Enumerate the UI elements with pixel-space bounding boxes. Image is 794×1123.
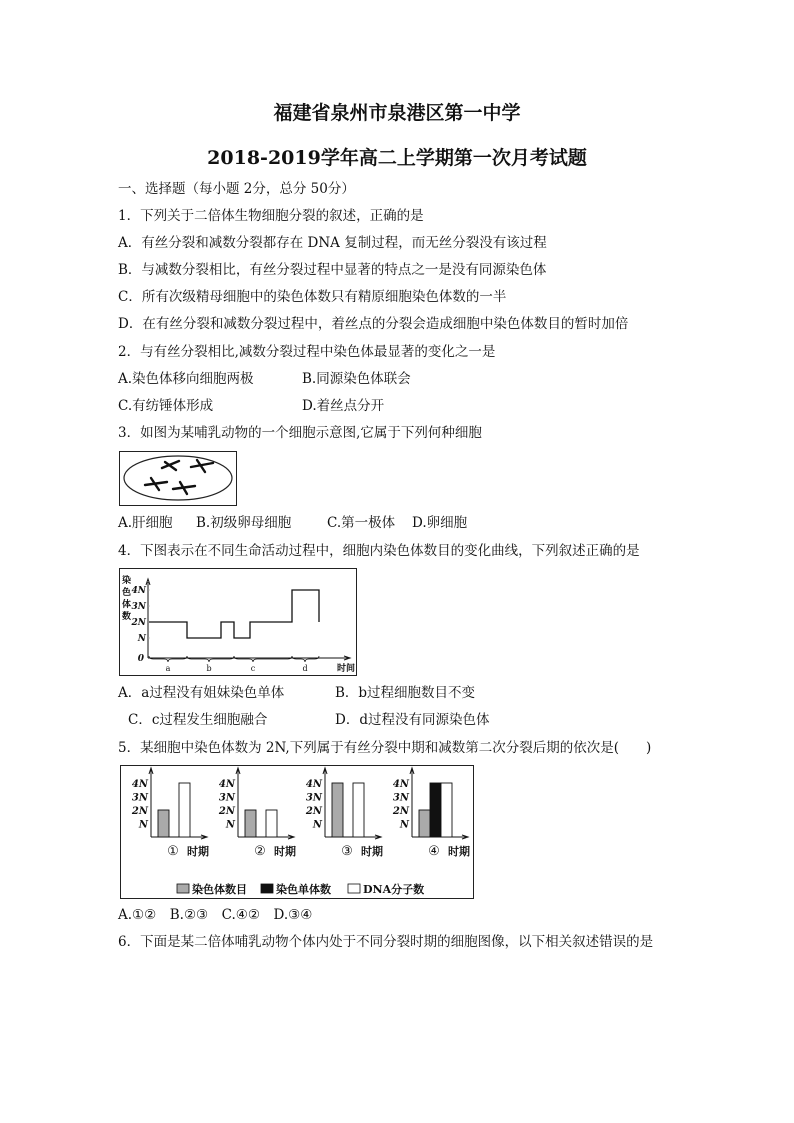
q4-option-d: D．d过程没有同源染色体 — [335, 712, 490, 728]
q2-option-d: D.着丝点分开 — [302, 398, 385, 414]
bar-chart-panel — [120, 765, 474, 899]
graph-ytick-0: 0 — [137, 654, 144, 664]
chart3-title: ③ — [341, 844, 353, 859]
graph-ylabel-2: 色 — [122, 588, 132, 598]
q1-option-d: D．在有丝分裂和减数分裂过程中，着丝点的分裂会造成细胞中染色体数目的暂时加倍 — [118, 316, 629, 332]
q2-option-a: A.染色体移向细胞两极 — [118, 371, 254, 387]
q1-stem: 1．下列关于二倍体生物细胞分裂的叙述，正确的是 — [118, 208, 424, 224]
chart3-bar-dna — [353, 783, 364, 837]
q3-option-c: C.第一极体 — [327, 515, 396, 531]
q1-option-a: A．有丝分裂和减数分裂都存在 DNA 复制过程，而无丝分裂没有该过程 — [118, 235, 547, 251]
graph-xlabel: 时间 — [337, 664, 356, 674]
graph-ytick-4n: 4N — [131, 586, 146, 596]
graph-segment-d: d — [302, 664, 308, 673]
chart1-bar-chromosome — [158, 810, 169, 837]
legend-dna: DNA分子数 — [363, 883, 425, 896]
chart3-ytick-n: N — [312, 819, 322, 831]
chart1-title: ① — [167, 844, 179, 859]
legend-chromosome: 染色体数目 — [192, 883, 247, 896]
graph-segment-b: b — [206, 664, 212, 673]
chart1-bar-dna — [179, 783, 190, 837]
chart4-ytick-n: N — [399, 819, 409, 831]
chart2-ytick-3n: 3N — [218, 792, 235, 804]
chart3-xlabel: 时期 — [361, 845, 383, 858]
legend-swatch-chromosome — [177, 884, 189, 893]
chart1-ytick-n: N — [138, 819, 148, 831]
q5-options: A.①② B.②③ C.④② D.③④ — [118, 907, 313, 923]
chart3-ytick-3n: 3N — [305, 792, 322, 804]
q3-stem: 3．如图为某哺乳动物的一个细胞示意图,它属于下列何种细胞 — [118, 425, 482, 441]
graph-ylabel-1: 染 — [122, 576, 132, 586]
q4-option-c: C．c过程发生细胞融合 — [128, 712, 268, 728]
q6-stem: 6．下面是某二倍体哺乳动物个体内处于不同分裂时期的细胞图像，以下相关叙述错误的是 — [118, 934, 654, 950]
chart2-ytick-2n: 2N — [218, 806, 235, 817]
chart2-bar-dna — [266, 810, 277, 837]
title-exam: 2018-2019学年高二上学期第一次月考试题 — [207, 147, 587, 169]
q2-stem: 2．与有丝分裂相比,减数分裂过程中染色体最显著的变化之一是 — [118, 344, 496, 360]
graph-segment-c: c — [250, 664, 256, 673]
q5-stem: 5．某细胞中染色体数为 2N,下列属于有丝分裂中期和减数第二次分裂后期的依次是( ) — [118, 740, 652, 756]
q2-option-b: B.同源染色体联会 — [302, 371, 411, 387]
chart2-ytick-4n: 4N — [218, 779, 235, 790]
chart4-bar-dna — [441, 783, 452, 837]
q1-option-b: B．与减数分裂相比，有丝分裂过程中显著的特点之一是没有同源染色体 — [118, 262, 547, 278]
section-heading: 一、选择题（每小题 2分，总分 50分） — [118, 181, 355, 197]
title-school: 福建省泉州市泉港区第一中学 — [273, 102, 521, 124]
chart2-ytick-n: N — [225, 819, 235, 831]
chart3-bar-chromosome — [332, 783, 343, 837]
chart1-ytick-4n: 4N — [131, 779, 148, 790]
chart4-xlabel: 时期 — [448, 845, 470, 858]
chart2-title: ② — [254, 844, 266, 859]
q4-option-a: A．a过程没有姐妹染色单体 — [118, 685, 285, 701]
chart1-ytick-3n: 3N — [131, 792, 148, 804]
graph-segment-a: a — [165, 664, 171, 673]
legend-chromatid: 染色单体数 — [276, 883, 331, 896]
q3-option-b: B.初级卵母细胞 — [196, 515, 292, 531]
q4-option-b: B．b过程细胞数目不变 — [335, 685, 476, 701]
q3-option-a: A.肝细胞 — [118, 515, 173, 531]
chart4-title: ④ — [428, 844, 440, 859]
q4-stem: 4．下图表示在不同生命活动过程中，细胞内染色体数目的变化曲线，下列叙述正确的是 — [118, 543, 640, 559]
graph-ylabel-4: 数 — [122, 612, 132, 622]
chart2-bar-chromosome — [245, 810, 256, 837]
chart3-ytick-4n: 4N — [305, 779, 322, 790]
chart4-ytick-4n: 4N — [392, 779, 409, 790]
graph-ytick-3n: 3N — [131, 602, 146, 612]
chart4-bar-chromatid — [430, 783, 441, 837]
cell-diagram — [119, 451, 237, 506]
chart4-ytick-2n: 2N — [392, 806, 409, 817]
chart4-bar-chromosome — [419, 810, 430, 837]
q3-option-d: D.卵细胞 — [412, 515, 468, 531]
chart2-xlabel: 时期 — [274, 845, 296, 858]
graph-ytick-n: N — [137, 634, 146, 644]
q2-option-c: C.有纺锤体形成 — [118, 398, 214, 414]
q1-option-c: C．所有次级精母细胞中的染色体数只有精原细胞染色体数的一半 — [118, 289, 507, 305]
chart1-ytick-2n: 2N — [131, 806, 148, 817]
chromosome-curve-graph — [119, 568, 357, 676]
chart3-ytick-2n: 2N — [305, 806, 322, 817]
graph-ytick-2n: 2N — [131, 618, 146, 628]
chart1-xlabel: 时期 — [187, 845, 209, 858]
legend-swatch-chromatid — [261, 884, 273, 893]
graph-ylabel-3: 体 — [122, 600, 132, 610]
legend-swatch-dna — [348, 884, 360, 893]
cell-frame — [120, 452, 237, 506]
chart4-ytick-3n: 3N — [392, 792, 409, 804]
